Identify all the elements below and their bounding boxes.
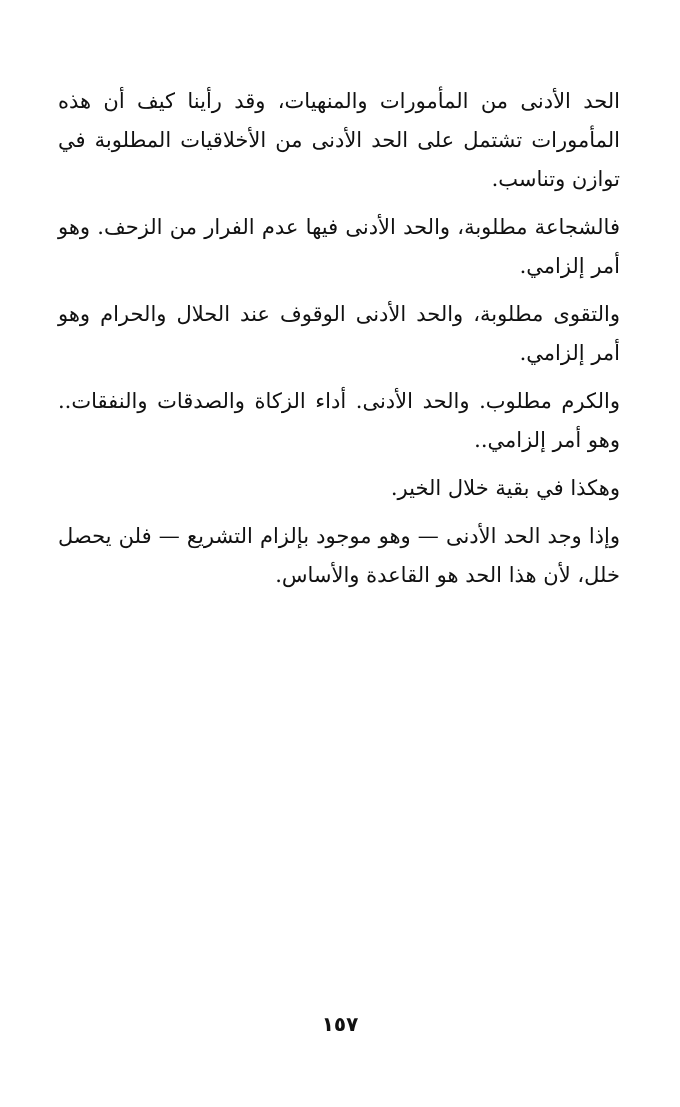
paragraph: الحد الأدنى من المأمورات والمنهيات، وقد رأينا كيف أن هذه المأمورات تشتمل على الحد الأدنى من الأخلاقيات المطلوبة في توازن وتناسب. <box>58 89 620 191</box>
paragraph: وإذا وجد الحد الأدنى — وهو موجود بإلزام التشريع — فلن يحصل خلل، لأن هذا الحد هو القاعدة والأساس. <box>58 524 620 587</box>
body-text <box>58 82 620 604</box>
page-number: ١٥٧ <box>321 1012 359 1036</box>
paragraph: والكرم مطلوب. والحد الأدنى. أداء الزكاة والصدقات والنفقات.. وهو أمر إلزامي.. <box>58 389 620 452</box>
paragraph: وهكذا في بقية خلال الخير. <box>390 476 620 500</box>
paragraph: والتقوى مطلوبة، والحد الأدنى الوقوف عند الحلال والحرام وهو أمر إلزامي. <box>58 302 620 365</box>
paragraph: فالشجاعة مطلوبة، والحد الأدنى فيها عدم الفرار من الزحف. وهو أمر إلزامي. <box>58 215 620 278</box>
